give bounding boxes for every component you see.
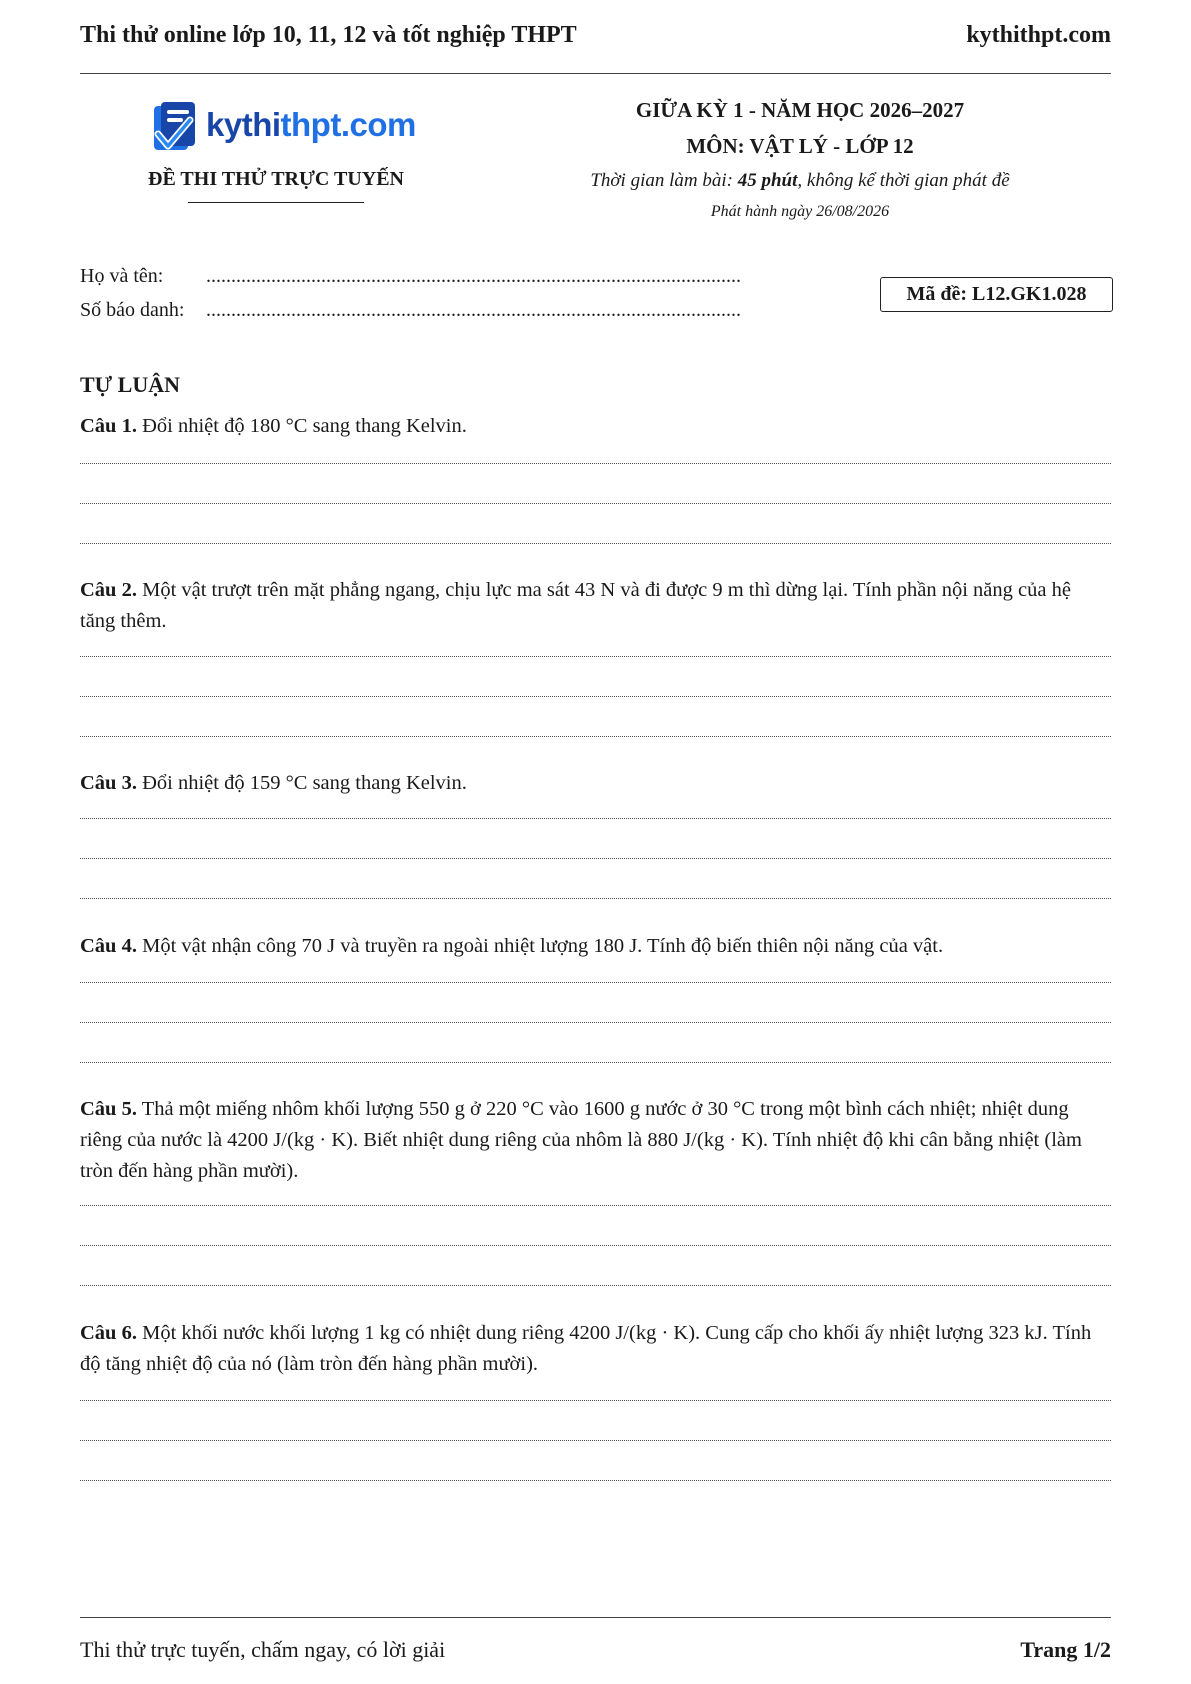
- site-tagline: Thi thử online lớp 10, 11, 12 và tốt nghiệp THPT: [80, 22, 577, 48]
- answer-line[interactable]: [80, 503, 1111, 504]
- exam-subject: MÔN: VẬT LÝ - LỚP 12: [686, 134, 914, 158]
- question-label: Câu 5.: [80, 1098, 137, 1120]
- question-label: Câu 6.: [80, 1322, 137, 1344]
- footer-tagline: Thi thử trực tuyến, chấm ngay, có lời giải: [80, 1637, 446, 1662]
- answer-line[interactable]: [80, 1062, 1111, 1063]
- footer-divider: [80, 1617, 1111, 1618]
- answer-line[interactable]: [80, 656, 1111, 657]
- answer-line[interactable]: [80, 982, 1111, 983]
- answer-line[interactable]: [80, 736, 1111, 737]
- site-url[interactable]: kythithpt.com: [966, 22, 1111, 48]
- question-4: [80, 931, 1111, 962]
- answer-line[interactable]: [80, 463, 1111, 464]
- question-label: Câu 1.: [80, 415, 137, 437]
- student-id-label: Số báo danh:: [80, 299, 185, 321]
- question-2: [80, 575, 1111, 637]
- site-logo[interactable]: [150, 100, 416, 158]
- exam-code-badge: Mã đề: L12.GK1.028: [880, 277, 1113, 312]
- answer-line[interactable]: [80, 1205, 1111, 1206]
- section-title: TỰ LUẬN: [80, 372, 181, 397]
- answer-line[interactable]: [80, 818, 1111, 819]
- name-label: Họ và tên:: [80, 265, 164, 287]
- logo-wordmark-part1: kythi: [206, 106, 281, 143]
- answer-line[interactable]: [80, 898, 1111, 899]
- answer-line[interactable]: [80, 543, 1111, 544]
- exam-duration-prefix: Thời gian làm bài:: [590, 170, 738, 191]
- exam-duration: [520, 170, 1080, 192]
- answer-line[interactable]: [80, 1022, 1111, 1023]
- question-text: Một vật trượt trên mặt phẳng ngang, chịu lực ma sát 43 N và đi được 9 m thì dừng lại. Tính phần nội năng của hệ tăng thêm.: [80, 579, 1071, 632]
- question-label: Câu 2.: [80, 579, 137, 601]
- question-5: [80, 1094, 1111, 1187]
- document-check-icon: [150, 100, 202, 156]
- answer-line[interactable]: [80, 1480, 1111, 1481]
- exam-duration-value: 45 phút: [737, 170, 798, 191]
- page-number: Trang 1/2: [1020, 1637, 1111, 1662]
- answer-line[interactable]: [80, 1440, 1111, 1441]
- header-divider: [80, 73, 1111, 74]
- question-6: [80, 1318, 1111, 1380]
- answer-line[interactable]: [80, 858, 1111, 859]
- question-text: Một khối nước khối lượng 1 kg có nhiệt dung riêng 4200 J/(kg · K). Cung cấp cho khối ấy nhiệt lượng 323 kJ. Tính độ tăng nhiệt độ của nó (làm tròn đến hàng phần mười).: [80, 1322, 1092, 1375]
- question-3: [80, 768, 1111, 799]
- question-label: Câu 3.: [80, 772, 137, 794]
- question-text: Một vật nhận công 70 J và truyền ra ngoài nhiệt lượng 180 J. Tính độ biến thiên nội năng của vật.: [142, 935, 944, 957]
- name-field[interactable]: ...........................................................................................................: [206, 265, 741, 287]
- logo-wordmark-part2: thpt.com: [280, 106, 416, 143]
- online-exam-label: ĐỀ THI THỬ TRỰC TUYẾN: [148, 168, 404, 190]
- logo-wordmark: [206, 106, 416, 144]
- answer-line[interactable]: [80, 1245, 1111, 1246]
- question-text: Đổi nhiệt độ 159 °C sang thang Kelvin.: [142, 772, 467, 794]
- answer-line[interactable]: [80, 696, 1111, 697]
- question-1: [80, 411, 1111, 442]
- answer-line[interactable]: [80, 1285, 1111, 1286]
- question-label: Câu 4.: [80, 935, 137, 957]
- student-id-field[interactable]: ...........................................................................................................: [206, 299, 741, 321]
- exam-release-date: Phát hành ngày 26/08/2026: [710, 203, 890, 220]
- exam-duration-suffix: , không kể thời gian phát đề: [797, 170, 1010, 191]
- exam-title: GIỮA KỲ 1 - NĂM HỌC 2026–2027: [635, 98, 965, 122]
- question-text: Thả một miếng nhôm khối lượng 550 g ở 220 °C vào 1600 g nước ở 30 °C trong một bình cách nhiệt; nhiệt dung riêng của nước là 4200 J/(kg · K). Biết nhiệt dung riêng của nhôm là 880 J/(kg · K). Tính nhiệt độ khi cân bằng nhiệt (làm tròn đến hàng phần mười).: [80, 1098, 1082, 1182]
- question-text: Đổi nhiệt độ 180 °C sang thang Kelvin.: [142, 415, 467, 437]
- online-label-underline: [188, 202, 364, 203]
- answer-line[interactable]: [80, 1400, 1111, 1401]
